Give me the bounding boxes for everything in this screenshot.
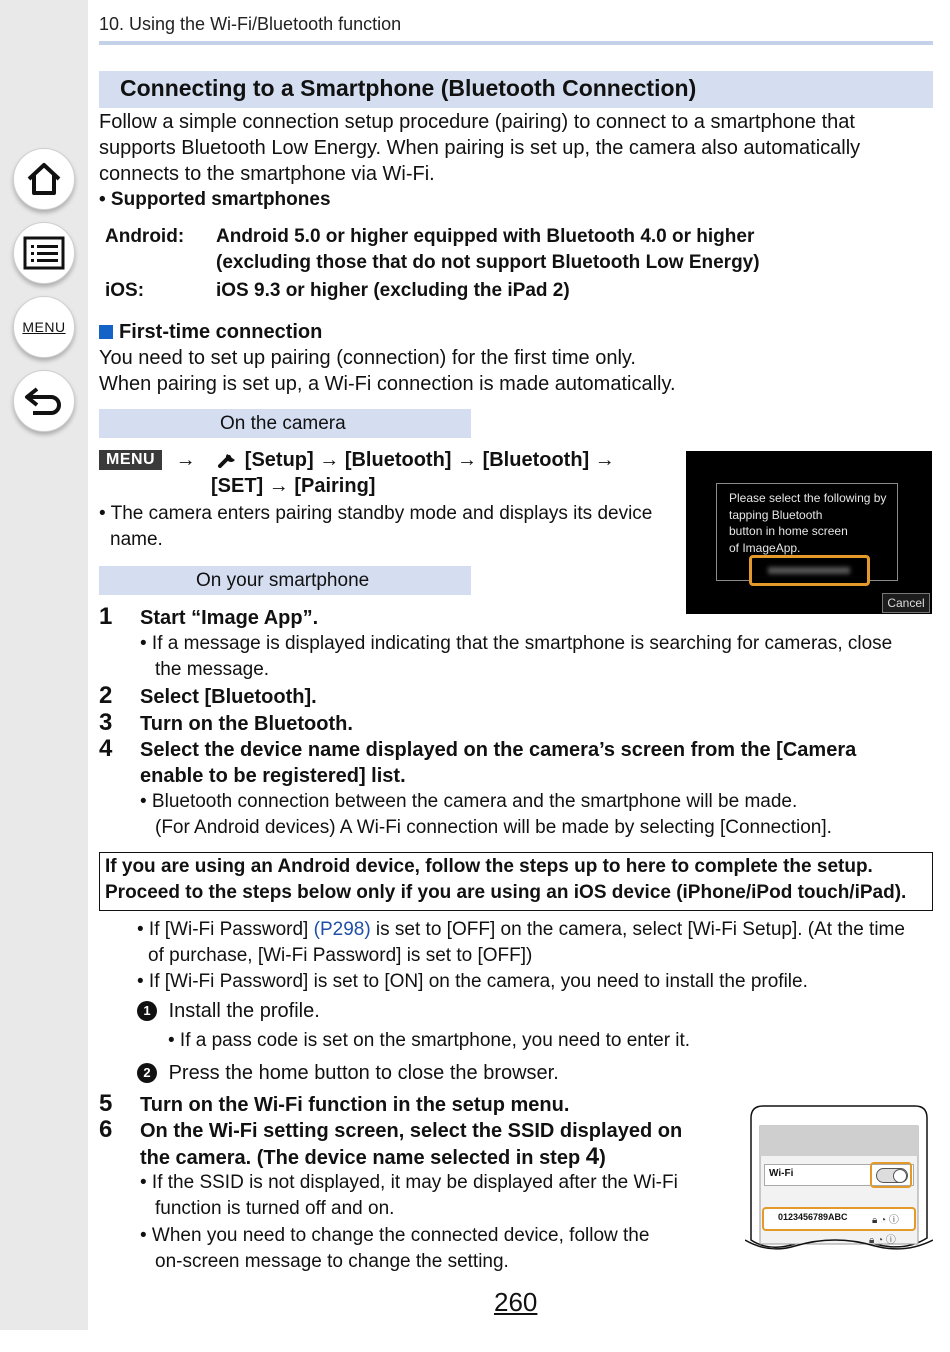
- step-text-line: ): [599, 1147, 606, 1169]
- toggle-knob: [893, 1169, 907, 1183]
- circled-number-1-icon: 1: [137, 1001, 157, 1021]
- arrow: →: [175, 449, 196, 471]
- step-note-line: • If a message is displayed indicating that the smartphone is searching for cameras, close: [140, 633, 893, 654]
- step-text: Start “Image App”.: [140, 607, 319, 629]
- substep-2: [137, 1060, 559, 1086]
- arrow: →: [268, 475, 289, 497]
- first-time-line: When pairing is set up, a Wi-Fi connection is made automatically.: [99, 373, 676, 395]
- menu-pairing: [Pairing]: [294, 475, 376, 497]
- ios-requirement: iOS 9.3 or higher (excluding the iPad 2): [216, 280, 570, 301]
- ios-label: iOS:: [105, 280, 145, 301]
- note-text: is set to [OFF] on the camera, select [Wi-Fi Setup]. (At the time: [370, 919, 905, 940]
- step-note-line: • When you need to change the connected device, follow the: [140, 1225, 650, 1246]
- step-text-line: On the Wi-Fi setting screen, select the SSID displayed on: [140, 1120, 683, 1142]
- arrow: →: [457, 449, 478, 471]
- square-bullet-icon: [99, 325, 113, 339]
- back-icon: [23, 383, 65, 419]
- intro-line: supports Bluetooth Low Energy. When pairing is set up, the camera also automatically: [99, 137, 861, 159]
- intro-paragraph: [99, 109, 860, 187]
- step-number: 4: [99, 735, 113, 762]
- wifi-toggle[interactable]: [876, 1168, 908, 1183]
- wrench-icon: [217, 450, 239, 468]
- first-time-heading: [99, 319, 322, 345]
- step-text-line: Select the device name displayed on the camera’s screen from the [Camera: [140, 739, 857, 761]
- arrow: →: [319, 449, 340, 471]
- camera-screen-image: [686, 451, 932, 614]
- step-text: Turn on the Bluetooth.: [140, 713, 353, 735]
- step-note-line: • If the SSID is not displayed, it may be displayed after the Wi-Fi: [140, 1172, 678, 1193]
- substep-1: [137, 998, 320, 1024]
- camera-message-line: of ImageApp.: [729, 540, 801, 555]
- notice-line: If you are using an Android device, follow the steps up to here to complete the setup.: [105, 856, 873, 877]
- note-text: • If [Wi-Fi Password]: [137, 919, 314, 940]
- blurred-device-name: [768, 567, 850, 574]
- lock-wifi-info-icon: 🔒︎ ◔ ⓘ: [869, 1235, 896, 1246]
- notice-text: [100, 853, 932, 906]
- home-icon: [24, 159, 64, 199]
- step-number: 1: [99, 603, 113, 630]
- menu-button[interactable]: [13, 296, 75, 358]
- notice-line: Proceed to the steps below only if you are using an iOS device (iPhone/iPod touch/iPad).: [105, 882, 907, 903]
- lock-wifi-info-icon: 🔒︎ ◔ ⓘ: [872, 1215, 899, 1226]
- menu-bluetooth: [Bluetooth]: [482, 449, 590, 471]
- camera-message-line: button in home screen: [729, 524, 848, 538]
- camera-message-line: Please select the following by: [729, 491, 887, 505]
- camera-message: [729, 490, 886, 556]
- on-camera-label: On the camera: [220, 413, 346, 434]
- camera-note-line: • The camera enters pairing standby mode and displays its device: [99, 503, 653, 524]
- camera-message-line: tapping Bluetooth: [729, 507, 823, 522]
- menu-path-line2: [211, 473, 375, 499]
- circled-number-2-icon: 2: [137, 1063, 157, 1083]
- camera-note: [99, 501, 652, 553]
- on-smartphone-box: [99, 566, 471, 595]
- page-title: Connecting to a Smartphone (Bluetooth Connection): [120, 75, 697, 101]
- menu-bluetooth: [Bluetooth]: [344, 449, 452, 471]
- substep-text: Press the home button to close the browser.: [168, 1062, 559, 1084]
- ios-note-password-off: [137, 917, 905, 969]
- supported-heading: • Supported smartphones: [99, 189, 331, 210]
- note-text: of purchase, [Wi-Fi Password] is set to [OFF]): [148, 945, 533, 966]
- first-time-text: [99, 345, 676, 397]
- android-requirement-line: (excluding those that do not support Bluetooth Low Energy): [216, 252, 760, 273]
- sidebar-bottom-strip: [0, 1330, 88, 1352]
- step-text-line: the camera. (The device name selected in step: [140, 1147, 586, 1169]
- step-text: Select [Bluetooth].: [140, 686, 317, 708]
- step-number: 2: [99, 682, 113, 709]
- step-text: [140, 1118, 682, 1171]
- on-smartphone-label: On your smartphone: [196, 570, 370, 591]
- android-requirement: [216, 224, 760, 276]
- step-note-line: (For Android devices) A Wi-Fi connection will be made by selecting [Connection].: [155, 817, 832, 838]
- ssid-row-highlight[interactable]: [762, 1207, 916, 1231]
- wifi-row[interactable]: [764, 1164, 914, 1186]
- substep-text: Install the profile.: [168, 1000, 320, 1022]
- step-text-line: enable to be registered] list.: [140, 765, 406, 787]
- step-note: [140, 789, 832, 841]
- step-note-line: function is turned off and on.: [155, 1198, 395, 1219]
- step-text: [140, 737, 856, 789]
- ios-note-password-on: • If [Wi-Fi Password] is set to [ON] on the camera, you need to install the profile.: [137, 971, 808, 992]
- wifi-toggle-highlight: [870, 1162, 912, 1188]
- step-note: [140, 1170, 678, 1275]
- back-button[interactable]: [13, 370, 75, 432]
- step-number: 6: [99, 1116, 113, 1143]
- first-time-line: You need to set up pairing (connection) for the first time only.: [99, 347, 636, 369]
- step-number: 5: [99, 1090, 113, 1117]
- table-of-contents-button[interactable]: [13, 222, 75, 284]
- cancel-button[interactable]: Cancel: [882, 593, 930, 613]
- menu-setup: [Setup]: [244, 449, 314, 471]
- menu-set: [SET]: [211, 475, 264, 497]
- wifi-label: Wi-Fi: [769, 1168, 794, 1179]
- header-divider: [99, 41, 933, 45]
- ssid-name: 0123456789ABC: [778, 1212, 848, 1222]
- menu-label: MENU: [22, 319, 66, 335]
- step-text: Turn on the Wi-Fi function in the setup menu.: [140, 1094, 570, 1116]
- table-of-contents-icon: [23, 236, 65, 270]
- smartphone-illustration: [745, 1104, 933, 1258]
- home-button[interactable]: [13, 148, 75, 210]
- android-label: Android:: [105, 226, 185, 247]
- camera-note-line: name.: [110, 529, 163, 550]
- step-note-line: • Bluetooth connection between the camera and the smartphone will be made.: [140, 791, 798, 812]
- on-camera-box: [99, 409, 471, 438]
- intro-line: connects to the smartphone via Wi-Fi.: [99, 163, 435, 185]
- android-notice-box: [99, 852, 933, 911]
- step-note-line: on-screen message to change the setting.: [155, 1251, 509, 1272]
- menu-badge: MENU: [99, 450, 162, 470]
- section-header: 10. Using the Wi-Fi/Bluetooth function: [99, 14, 402, 34]
- substep-note: • If a pass code is set on the smartphone, you need to enter it.: [168, 1030, 691, 1051]
- page-number: 260: [494, 1287, 538, 1317]
- step-note: [140, 631, 892, 683]
- first-time-heading-text: First-time connection: [119, 321, 323, 343]
- step-reference: 4: [585, 1143, 600, 1170]
- device-name-highlight: [749, 555, 870, 586]
- page-link-p298[interactable]: (P298): [313, 919, 371, 940]
- step-note-line: the message.: [155, 659, 270, 680]
- intro-line: Follow a simple connection setup procedure (pairing) to connect to a smartphone that: [99, 111, 855, 133]
- menu-path-line1: [99, 447, 615, 473]
- step-number: 3: [99, 709, 113, 736]
- arrow: →: [594, 449, 615, 471]
- android-requirement-line: Android 5.0 or higher equipped with Bluetooth 4.0 or higher: [216, 226, 755, 247]
